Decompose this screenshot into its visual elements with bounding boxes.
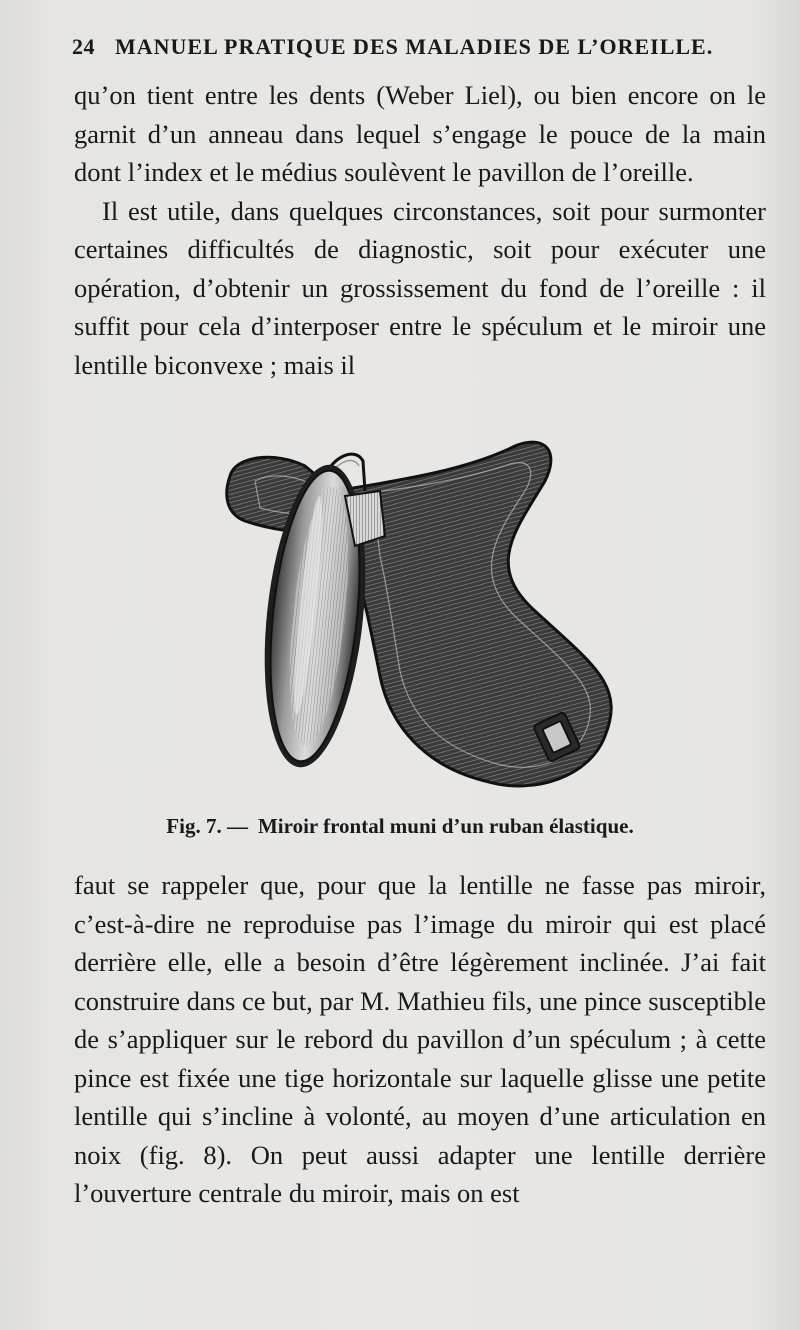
text-block-top	[74, 76, 766, 384]
figure-label: Fig. 7. —	[166, 814, 248, 838]
running-head	[72, 34, 772, 60]
paragraph-continued: faut se rappeler que, pour que la lentille ne fasse pas miroir, c’est-à-dire ne reproduise pas l’image du miroir qui est placé derrière elle, elle a besoin d’être légèrement inclinée. J’ai fait construire dans ce but, par M. Mathieu fils, une pince susceptible de s’appliquer sur le rebord du pavillon d’un spéculum ; à cette pince est fixée une tige horizontale sur laquelle glisse une petite lentille qui s’incline à volonté, au moyen d’une articulation en noix (fig. 8). On peut aussi adapter une lentille derrière l’ouverture centrale du miroir, mais on est	[74, 870, 766, 1208]
figure-frontal-mirror-illustration	[215, 436, 635, 806]
text-block-bottom	[74, 866, 766, 1213]
figure-caption-text: Miroir frontal muni d’un ruban élastique.	[257, 814, 634, 838]
page-number: 24	[72, 34, 95, 59]
running-title: MANUEL PRATIQUE DES MALADIES DE L’OREILLE.	[115, 34, 714, 59]
paragraph-continued: qu’on tient entre les dents (Weber Liel), ou bien encore on le garnit d’un anneau dans lequel s’engage le pouce de la main dont l’index et le médius soulèvent le pavillon de l’oreille.	[74, 80, 766, 187]
figure-caption	[0, 814, 800, 839]
paragraph: Il est utile, dans quelques circonstances, soit pour surmonter certaines difficultés de diagnostic, soit pour exécuter une opération, d’obtenir un grossissement du fond de l’oreille : il suffit pour cela d’interposer entre le spéculum et le miroir une lentille biconvexe ; mais il	[74, 195, 766, 380]
